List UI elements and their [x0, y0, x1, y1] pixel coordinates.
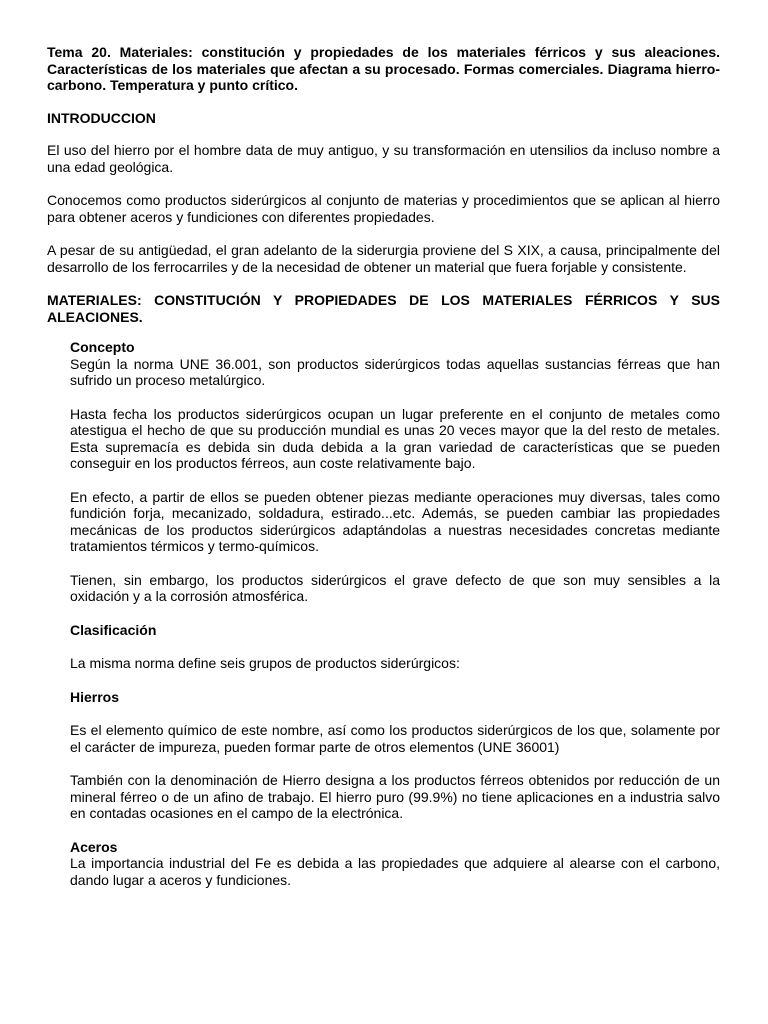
subheading-concepto: Concepto [70, 339, 135, 355]
concepto-paragraph-1: Según la norma UNE 36.001, son productos siderúrgicos todas aquellas sustancias férreas que han sufrido un proceso metalúrgico. [70, 355, 720, 388]
hierros-paragraph-1: Es el elemento químico de este nombre, así como los productos siderúrgicos de los que, solamente por el carácter de impureza, pueden formar parte de otros elementos (UNE 36001) [70, 722, 720, 755]
section-heading-materiales: MATERIALES: CONSTITUCIÓN Y PROPIEDADES DE LOS MATERIALES FÉRRICOS Y SUS ALEACIONES. [47, 292, 720, 325]
section-heading-introduccion: INTRODUCCION [47, 109, 156, 126]
subheading-hierros: Hierros [70, 688, 120, 705]
intro-paragraph-1: El uso del hierro por el hombre data de muy antiguo, y su transformación en utensilios da incluso nombre a una edad geológica. [47, 142, 720, 175]
intro-paragraph-2: Conocemos como productos siderúrgicos al conjunto de materias y procedimientos que se aplican al hierro para obtener aceros y fundiciones con diferentes propiedades. [47, 192, 720, 225]
concepto-paragraph-4: Tienen, sin embargo, los productos siderúrgicos el grave defecto de que son muy sensibles a la oxidación y a la corrosión atmosférica. [70, 571, 720, 604]
concepto-paragraph-3: En efecto, a partir de ellos se pueden obtener piezas mediante operaciones muy diversas, tales como fundición forja, mecanizado, soldadura, estirado...etc. Además, se pueden cambiar las propiedades mecánicas de los productos siderúrgicos adaptándolas a nuestras necesidades concretas mediante tratamientos térmicos y termo-químicos. [70, 488, 720, 554]
document-title: Tema 20. Materiales: constitución y propiedades de los materiales férricos y sus aleaciones. Características de los materiales que afectan a su procesado. Formas comerciales. Diagrama hierro-carbono. Temperatura y punto crítico. [47, 44, 720, 93]
document-page [47, 44, 720, 905]
aceros-paragraph: La importancia industrial del Fe es debida a las propiedades que adquiere al alearse con el carbono, dando lugar a aceros y fundiciones. [70, 855, 720, 888]
hierros-paragraph-2: También con la denominación de Hierro designa a los productos férreos obtenidos por reducción de un mineral férreo o de un afino de trabajo. El hierro puro (99.9%) no tiene aplicaciones en a industria salvo en contadas ocasiones en el campo de la electrónica. [70, 772, 720, 821]
subheading-aceros: Aceros [70, 838, 118, 855]
intro-paragraph-3: A pesar de su antigüedad, el gran adelanto de la siderurgia proviene del S XIX, a causa, principalmente del desarrollo de los ferrocarriles y de la necesidad de obtener un material que fuera forjable y consistente. [47, 242, 720, 275]
concepto-paragraph-2: Hasta fecha los productos siderúrgicos ocupan un lugar preferente en el conjunto de metales como atestigua el hecho de que su producción mundial es unas 20 veces mayor que la del resto de metales. Esta supremacía es debida sin duda debida a la gran variedad de características que se pueden conseguir en los productos férreos, aun coste relativamente bajo. [70, 405, 720, 471]
clasificacion-paragraph: La misma norma define seis grupos de productos siderúrgicos: [70, 655, 460, 671]
materiales-body [70, 339, 720, 888]
subheading-clasificacion: Clasificación [70, 621, 157, 638]
